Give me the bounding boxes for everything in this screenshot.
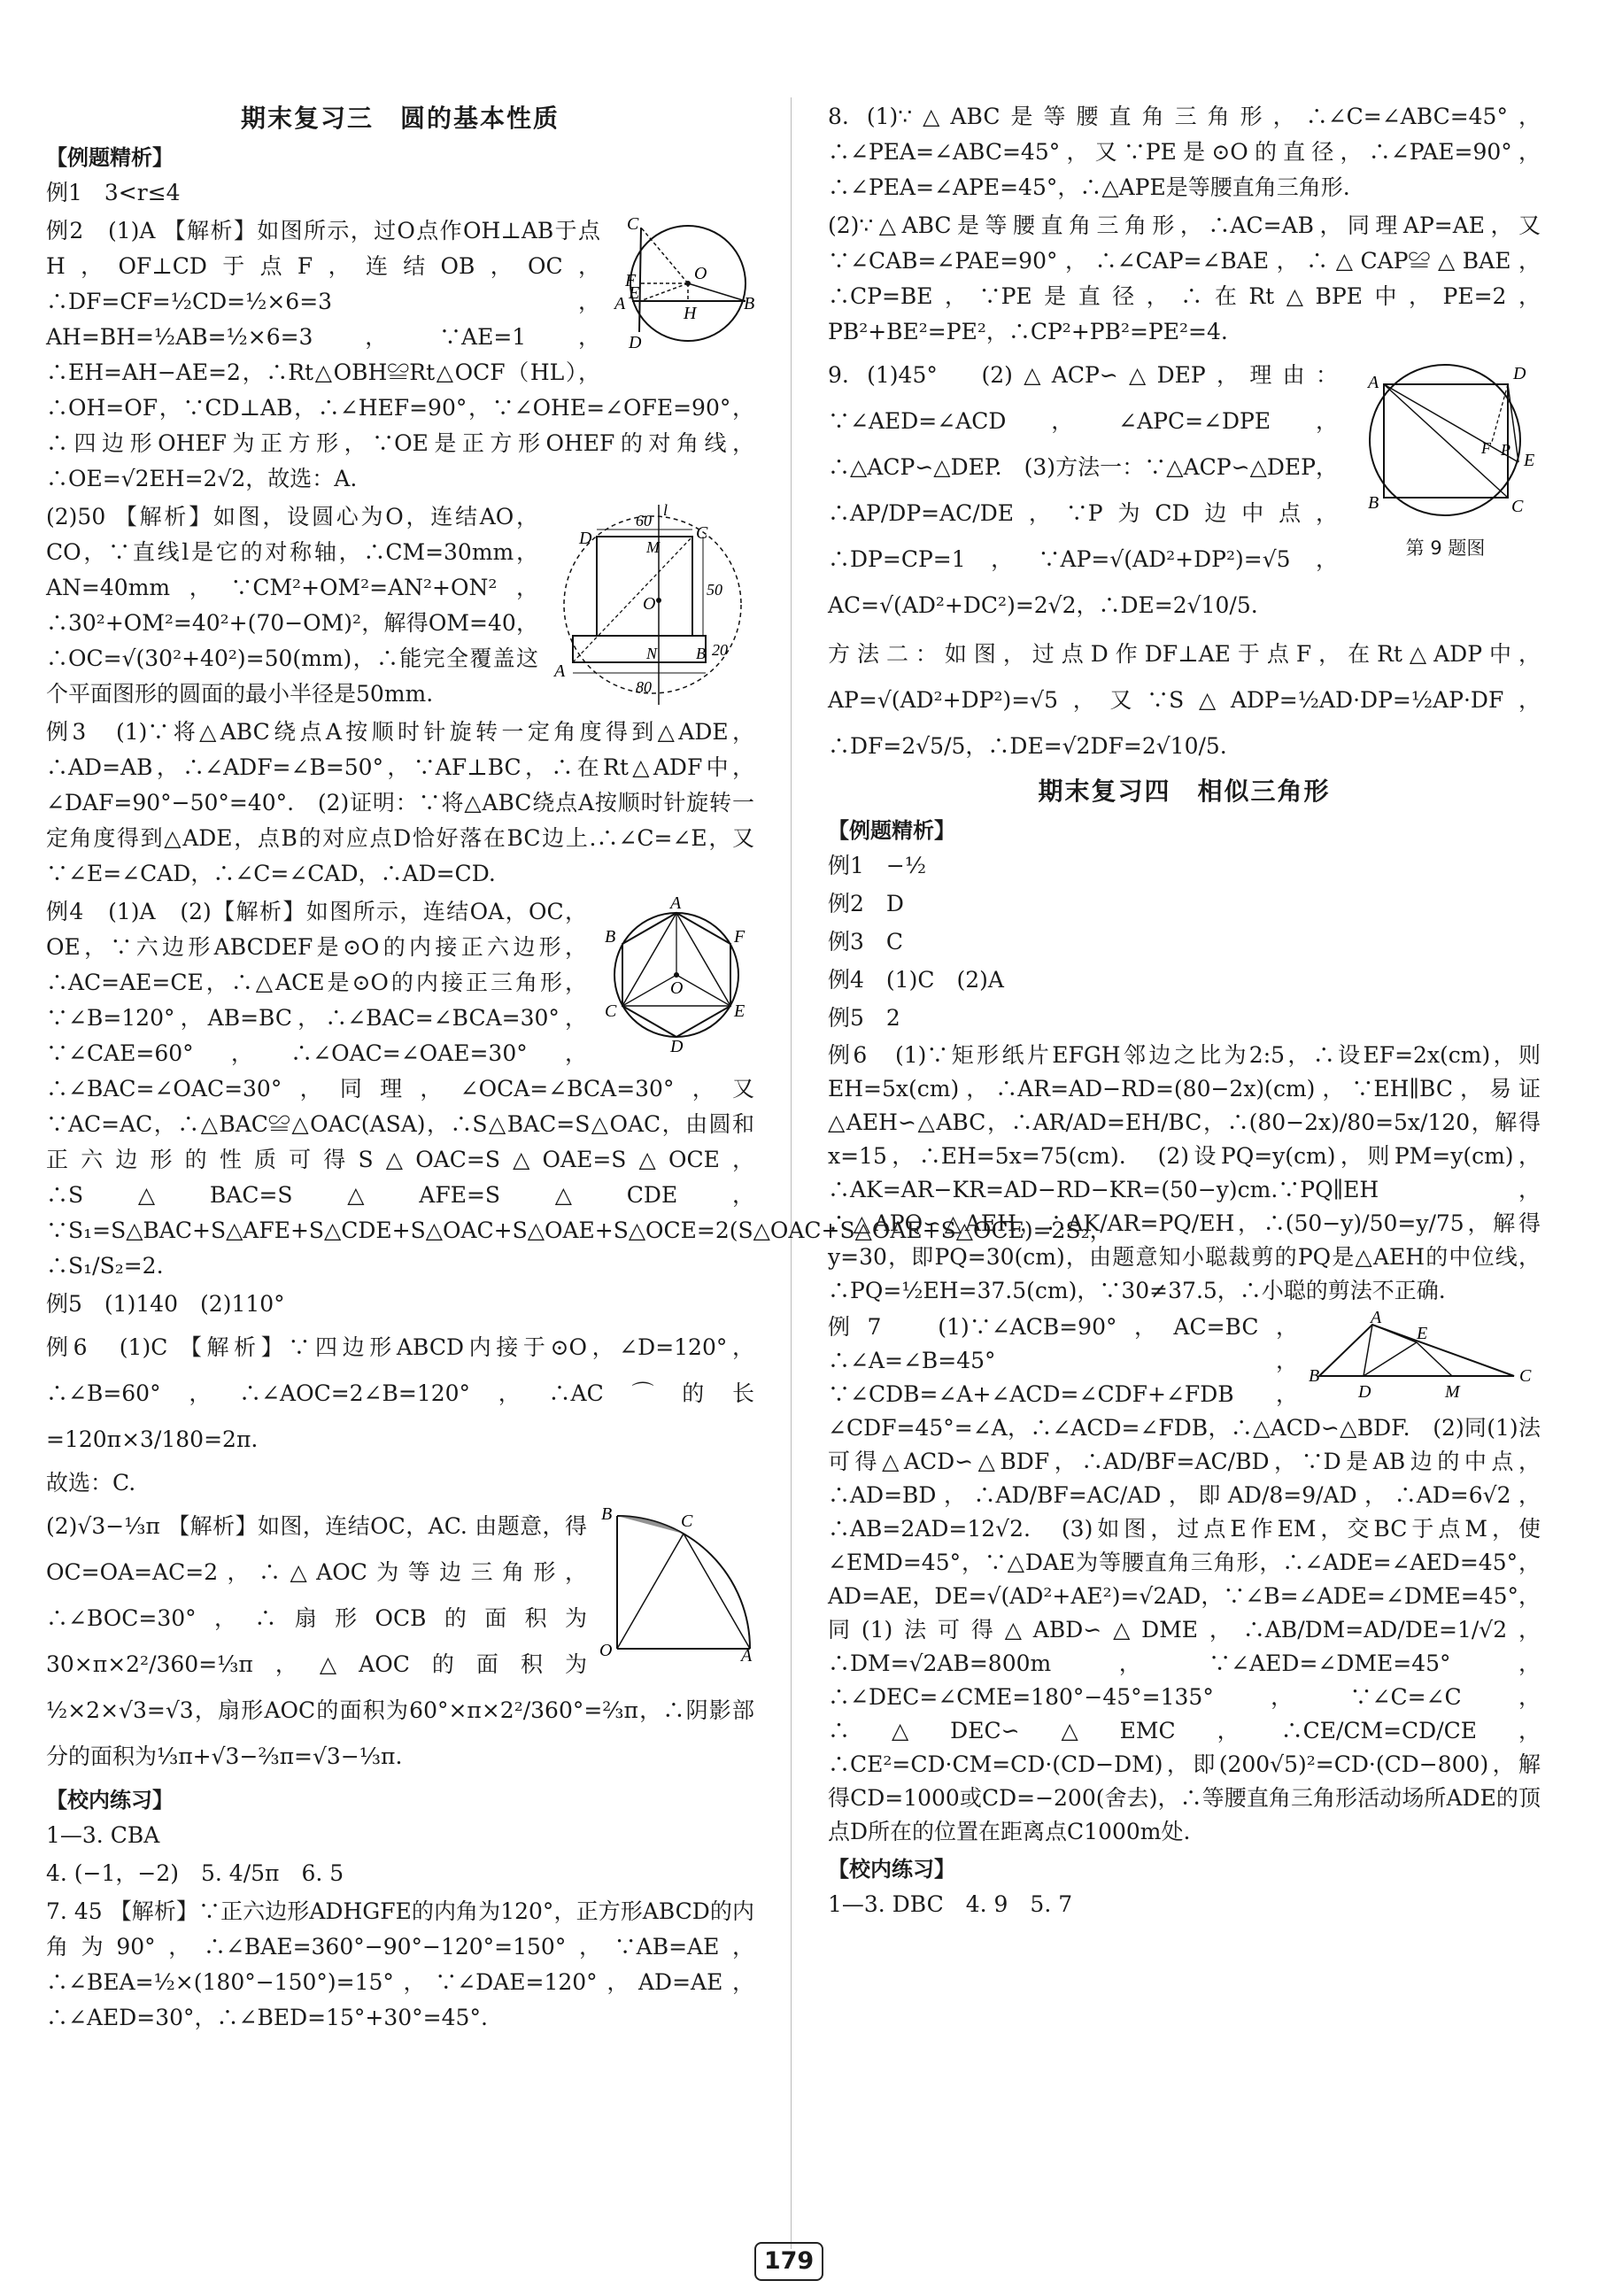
svg-text:E: E [1417,1324,1428,1343]
svg-text:B: B [1309,1366,1320,1386]
svg-text:B: B [605,927,616,947]
svg-text:E: E [734,1001,746,1021]
svg-text:M: M [1445,1382,1460,1402]
svg-text:E: E [629,283,640,303]
section-example-analysis-2: 【例题精析】 [828,818,955,843]
figure-example-2-circle-chords [613,214,755,362]
section-school-practice: 【校内练习】 [46,1788,174,1813]
question-8-part-1: 8. (1)∵△ABC是等腰直角三角形，∴∠C=∠ABC=45°，∴∠PEA=∠ABC=45°，又∵PE是⊙O的直径，∴∠PAE=90°，∴∠PEA=∠APE=45°，∴△APE是等腰直角三角形. [828,104,1541,200]
figure-example-6-sector [599,1504,754,1666]
figure-example-2-rect-in-circle [551,503,754,710]
practice-answers-4-6: 4. (−1，−2) 5. 4/5π 6. 5 [46,1860,344,1886]
example-2-part-2: (2)50 【解析】如图，设圆心为O，连结AO，CO，∵直线l是它的对称轴，∴CM=30mm，AN=40mm，∵CM²+OM²=AN²+ON²，∴30²+OM²=40²+(70−OM)²，解得OM=40，∴OC=√(30²+40²)=50(mm)，∴能完全覆盖这个平面图形的圆面的最小半径是50mm. [46,504,538,707]
svg-text:D: D [1513,364,1526,383]
svg-text:A: A [1368,373,1379,392]
svg-text:C: C [627,214,639,234]
svg-text:H: H [684,304,697,323]
svg-text:C: C [1519,1366,1532,1386]
svg-text:C: C [1511,497,1524,516]
svg-text:D: D [579,529,592,548]
example-5-sim: 例5 2 [828,1005,900,1031]
svg-text:F: F [625,271,637,290]
svg-text:E: E [1524,451,1535,470]
svg-text:C: C [605,1001,617,1021]
svg-text:D: D [629,333,642,352]
example-6-part-1: 例6 (1)C 【解析】∵四边形ABCD内接于⊙O，∠D=120°，∴∠B=60°，∴∠AOC=2∠B=120°，∴AC⌒的长=120π×3/180=2π. [46,1334,754,1452]
chapter-title-4: 期末复习四 相似三角形 [1038,777,1331,806]
practice-answers-sim: 1—3. DBC 4. 9 5. 7 [828,1891,1073,1917]
svg-text:20: 20 [712,641,728,659]
svg-text:C: C [681,1511,693,1531]
example-4-sim: 例4 (1)C (2)A [828,967,1004,993]
svg-text:C: C [696,523,708,543]
svg-text:50: 50 [707,581,722,599]
question-8-part-2: (2)∵△ABC是等腰直角三角形，∴AC=AB，同理AP=AE，又∵∠CAB=∠PAE=90°，∴∠CAP=∠BAE，∴△CAP≌△BAE，∴CP=BE，∵PE是直径，∴在Rt△BPE中，PE=2，PB²+BE²=PE²，∴CP²+PB²=PE²=4. [828,213,1541,344]
chapter-title-3: 期末复习三 圆的基本性质 [240,104,560,133]
practice-answer-7: 7. 45 【解析】∵正六边形ADHGFE的内角为120°，正方形ABCD的内角为90°，∴∠BAE=360°−90°−120°=150°，∵AB=AE，∴∠BEA=½×(180°−150°)=15°，∵∠DAE=120°，AD=AE，∴∠AED=30°，∴∠BED=15°+30°=45°. [46,1898,754,2030]
example-2-sim: 例2 D [828,891,904,916]
example-1: 例1 3<r≤4 [46,180,181,205]
figure-example-7-triangle [1309,1308,1541,1406]
question-9-method-2: 方法二：如图，过点D作DF⊥AE于点F，在Rt△ADP中，AP=√(AD²+DP²)=√5，又∵S△ADP=½AD·DP=½AP·DF，∴DF=2√5/5，∴DE=√2DF=2√10/5. [828,641,1541,759]
example-7-sim: 例7 (1)∵∠ACB=90°，AC=BC，∴∠A=∠B=45°，∵∠CDB=∠A+∠ACD=∠CDF+∠FDB，∠CDF=45°=∠A，∴∠ACD=∠FDB，∴△ACD∽△BDF. (2)同(1)法可得△ACD∽△BDF，∴AD/BF=AC/BD，∵D是AB边的中点，∴AD=BD，∴AD/BF=AC/AD，即AD/8=9/AD，∴AD=6√2，∴AB=2AD=12√2. (3)如图，过点E作EM，交BC于点M，使∠EMD=45°，∵△DAE为等腰直角三角形，∴∠ADE=∠AED=45°，AD=AE，DE=√(AD²+AE²)=√2AD，∵∠B=∠ADE=∠DME=45°，同(1)法可得△ABD∽△DME，∴AB/DM=AD/DE=1/√2，∴DM=√2AB=800m，∵∠AED=∠DME=45°，∴∠DEC=∠CME=180°−45°=135°，∵∠C=∠C，∴△DEC∽△EMC，∴CE/CM=CD/CE，∴CE²=CD·CM=CD·(CD−DM)，即(200√5)²=CD·(CD−800)，解得CD=1000或CD=−200(舍去)，∴等腰直角三角形活动场所ADE的顶点D所在的位置在距离点C1000m处. [828,1314,1541,1844]
example-2-part-1: 例2 (1)A 【解析】如图所示，过O点作OH⊥AB于点H，OF⊥CD于点F，连结OB，OC，∴DF=CF=½CD=½×6=3，AH=BH=½AB=½×6=3，∵AE=1，∴EH=AH−AE=2，∴Rt△OBH≌Rt△OCF（HL），∴OH=OF，∵CD⊥AB，∴∠HEF=90°，∵∠OHE=∠OFE=90°，∴四边形OHEF为正方形，∵OE是正方形OHEF的对角线，∴OE=√2EH=2√2，故选：A. [46,218,754,491]
svg-text:F: F [734,927,746,947]
page-number: 179 [754,2242,823,2281]
svg-text:M: M [646,538,660,556]
example-4: 例4 (1)A (2)【解析】如图所示，连结OA，OC，OE，∵六边形ABCDEF是⊙O的内接正六边形，∴AC=AE=CE，∴△ACE是⊙O的内接正三角形，∵∠B=120°，AB=BC，∴∠BAC=∠BCA=30°，∵∠CAE=60°，∴∠OAC=∠OAE=30°，∴∠BAC=∠OAC=30°，同理，∠OCA=∠BCA=30°，又∵AC=AC，∴△BAC≌△OAC(ASA)，∴S△BAC=S△OAC，由圆和正六边形的性质可得S△OAC=S△OAE=S△OCE，∴S△BAC=S△AFE=S△CDE，∵S₁=S△BAC+S△AFE+S△CDE+S△OAC+S△OAE+S△OCE=2(S△OAC+S△OAE+S△OCE)=2S₂，∴S₁/S₂=2. [46,899,1112,1279]
svg-text:O: O [670,978,684,998]
svg-text:O: O [599,1641,613,1660]
svg-text:A: A [1371,1308,1382,1327]
column-divider [791,97,792,2249]
svg-text:D: D [1358,1382,1371,1402]
question-9: 9. (1)45° (2)△ACP∽△DEP，理由：∵∠AED=∠ACD，∠APC=∠DPE，∴△ACP∽△DEP. (3)方法一：∵△ACP∽△DEP，∴AP/DP=AC/DE，∵P为CD边中点，∴DP=CP=1，∵AP=√(AD²+DP²)=√5，AC=√(AD²+DC²)=2√2，∴DE=2√10/5. [828,362,1338,618]
svg-text:A: A [670,893,682,913]
svg-text:60: 60 [636,512,652,530]
section-school-practice-2: 【校内练习】 [828,1857,955,1882]
svg-text:D: D [670,1037,684,1056]
svg-text:A: A [554,661,566,681]
section-example-analysis: 【例题精析】 [46,145,174,170]
svg-text:B: B [601,1504,613,1524]
svg-text:B: B [744,294,755,313]
svg-text:N: N [646,645,658,662]
svg-text:B: B [696,645,706,662]
right-column [828,99,1541,1925]
example-3: 例3 (1)∵将△ABC绕点A按顺时针旋转一定角度得到△ADE，∴AD=AB，∴∠ADF=∠B=50°，∵AF⊥BC，∴在Rt△ADF中，∠DAF=90°−50°=40°. (2)证明：∵将△ABC绕点A按顺时针旋转一定角度得到△ADE，点B的对应点D恰好落在BC边上.∴∠C=∠E，又∵∠E=∠CAD，∴∠C=∠CAD，∴AD=CD. [46,719,754,886]
example-3-sim: 例3 C [828,929,904,955]
figure-example-4-hexagon-in-circle [599,893,754,1056]
svg-text:A: A [614,294,626,313]
practice-answers-1-3: 1—3. CBA [46,1822,160,1848]
figure-question-9 [1350,356,1541,560]
svg-text:P: P [1501,441,1510,459]
svg-text:O: O [643,594,656,614]
example-1-sim: 例1 −½ [828,853,927,878]
svg-text:l: l [663,501,668,519]
figure-caption-question-9: 第 9 题图 [1405,537,1486,559]
example-6-sim: 例6 (1)∵矩形纸片EFGH邻边之比为2:5，∴设EF=2x(cm)，则EH=5x(cm)，∴AR=AD−RD=(80−2x)(cm)，∵EH∥BC，易证△AEH∽△ABC，∴AR/AD=EH/BC，∴(80−2x)/80=5x/120，解得x=15，∴EH=5x=75(cm). (2)设PQ=y(cm)，则PM=y(cm)，∴AK=AR−KR=AD−RD−KR=(50−y)cm.∵PQ∥EH，∴△APQ∽△AEH，∴AK/AR=PQ/EH，∴(50−y)/50=y/75，解得y=30，即PQ=30(cm)，由题意知小聪裁剪的PQ是△AEH的中位线，∴PQ=½EH=37.5(cm)，∵30≠37.5，∴小聪的剪法不正确. [828,1042,1541,1303]
svg-text:O: O [694,264,707,283]
example-6-part-1-answer: 故选：C. [46,1470,136,1496]
svg-text:F: F [1481,439,1491,457]
svg-text:B: B [1368,493,1379,513]
svg-text:A: A [741,1646,753,1666]
svg-text:80: 80 [636,678,652,696]
example-6-part-2: (2)√3−⅓π 【解析】如图，连结OC，AC. 由题意，得OC=OA=AC=2，∴△AOC为等边三角形，∴∠BOC=30°，∴扇形OCB的面积为30×π×2²/360=⅓π，△AOC的面积为½×2×√3=√3，扇形AOC的面积为60°×π×2²/360°=⅔π，∴阴影部分的面积为⅓π+√3−⅔π=√3−⅓π. [46,1513,754,1769]
example-5: 例5 (1)140 (2)110° [46,1291,285,1317]
